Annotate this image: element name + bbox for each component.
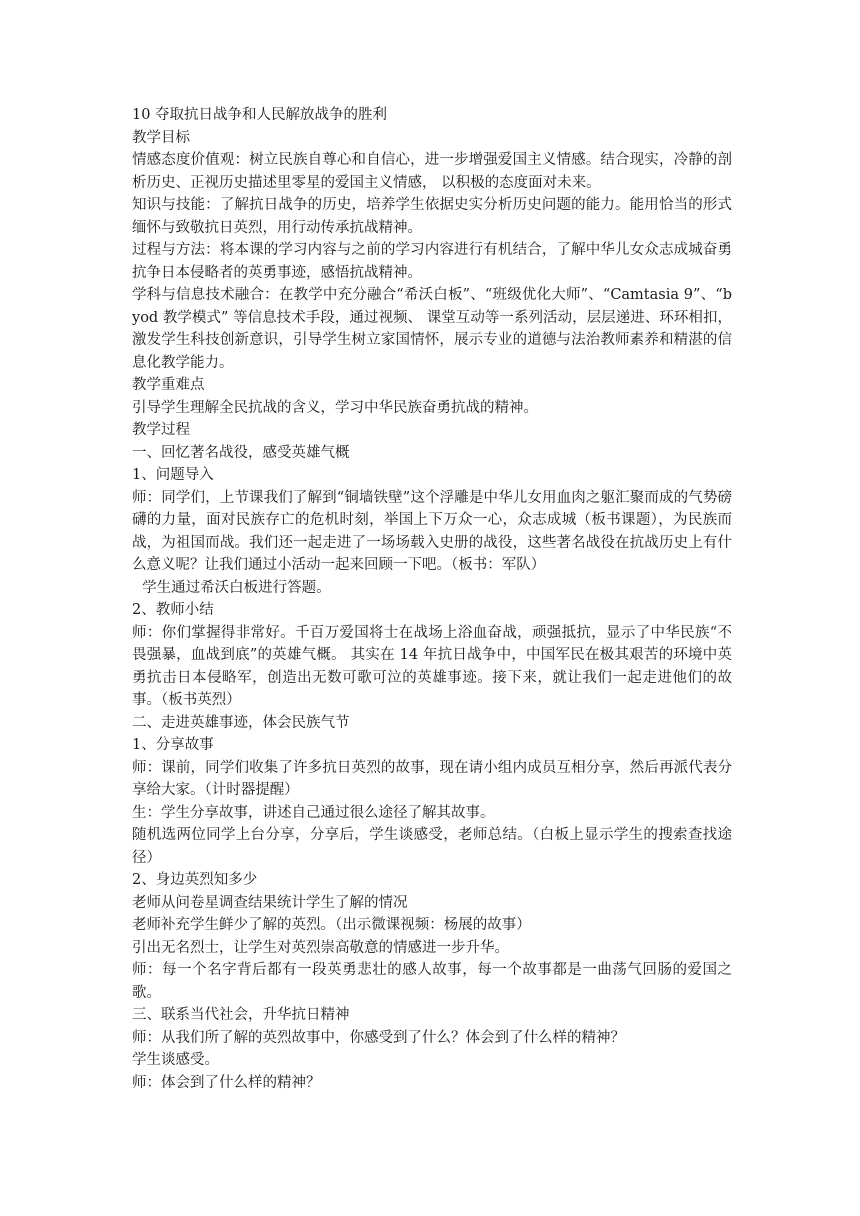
teacher-followup-text: 师：体会到了什么样的精神？ xyxy=(132,1074,321,1091)
step-question-intro: 1、问题导入 xyxy=(132,467,214,483)
random-share-text: 随机选两位同学上台分享，分享后，学生谈感受，老师总结。（白板上显示学生的搜索查找途径） xyxy=(132,827,732,866)
student-feelings-text: 学生谈感受。 xyxy=(132,1052,219,1068)
lesson-title: 10 夺取抗日战争和人民解放战争的胜利 xyxy=(132,107,388,123)
student-share-text: 生：学生分享故事，讲述自己通过很么途径了解其故事。 xyxy=(132,804,495,821)
survey-text: 老师从问卷星调查结果统计学生了解的情况 xyxy=(132,894,408,911)
teacher-question-text: 师：从我们所了解的英烈故事中，你感受到了什么？体会到了什么样的精神？ xyxy=(132,1029,625,1046)
teacher-intro-text: 师：同学们，上节课我们了解到“铜墙铁壁”这个浮雕是中华儿女用血肉之躯汇聚而成的气势磅礴的力量，面对民族存亡的危机时刻，举国上下万众一心，众志成城（板书课题），为民族而战，为祖国而战。我们还一起走进了一场场载入史册的战役，这些著名战役在抗战历史上有什么意义呢？让我们通过小活动一起来回顾一下吧。（板书：军队） xyxy=(132,489,732,573)
key-points-text: 引导学生理解全民抗战的含义，学习中华民族奋勇抗战的精神。 xyxy=(132,399,538,416)
part-three-heading: 三、联系当代社会，升华抗日精神 xyxy=(132,1007,350,1023)
part-two-heading: 二、走进英雄事迹，体会民族气节 xyxy=(132,714,350,731)
step-share-stories: 1、分享故事 xyxy=(132,737,214,753)
step-teacher-summary: 2、教师小结 xyxy=(132,602,214,618)
section-heading-objectives: 教学目标 xyxy=(132,129,190,146)
teacher-story-text: 师：每一个名字背后都有一段英勇悲壮的感人故事，每一个故事都是一曲荡气回肠的爱国之歌。 xyxy=(132,962,732,1001)
unknown-martyrs-text: 引出无名烈士，让学生对英烈崇高敬意的情感进一步升华。 xyxy=(132,939,509,956)
section-heading-process: 教学过程 xyxy=(132,422,190,438)
step-local-heroes: 2、身边英烈知多少 xyxy=(132,872,258,888)
part-one-heading: 一、回忆著名战役，感受英雄气概 xyxy=(132,444,350,461)
student-activity-text: 学生通过希沃白板进行答题。 xyxy=(142,579,331,596)
objective-knowledge-skills: 知识与技能：了解抗日战争的历史，培养学生依据史实分析历史问题的能力。能用恰当的形式缅怀与致敬抗日英烈，用行动传承抗战精神。 xyxy=(132,197,732,236)
teacher-summary-text: 师：你们掌握得非常好。千百万爱国将士在战场上浴血奋战，顽强抵抗，显示了中华民族“不畏强暴，血战到底”的英雄气概。 其实在 14 年抗日战争中，中国军民在极其艰苦的环境中英勇抗击日本侵略军，创造出无数可歌可泣的英雄事迹。接下来，就让我们一起走进他们的故事。（板书英烈） xyxy=(132,624,732,708)
objective-emotion-values: 情感态度价值观：树立民族自尊心和自信心，进一步增强爱国主义情感。结合现实，冷静的剖析历史、正视历史描述里零星的爱国主义情感， 以积极的态度面对未来。 xyxy=(132,152,732,191)
teacher-supplement-text: 老师补充学生鲜少了解的英烈。（出示微课视频：杨展的故事） xyxy=(132,917,531,933)
section-heading-key-points: 教学重难点 xyxy=(132,377,205,393)
objective-process-methods: 过程与方法：将本课的学习内容与之前的学习内容进行有机结合，了解中华儿女众志成城奋勇抗争日本侵略者的英勇事迹，感悟抗战精神。 xyxy=(132,242,732,281)
objective-it-integration: 学科与信息技术融合：在教学中充分融合“希沃白板”、“班级优化大师”、“Camtasia 9”、“byod 教学模式” 等信息技术手段，通过视频、 课堂互动等一系列活动，层层递进、环环相扣，激发学生科技创新意识，引导学生树立家国情怀，展示专业的道德与法治教师素养和精湛的信息化教学能力。 xyxy=(132,287,732,371)
teacher-share-text: 师：课前，同学们收集了许多抗日英烈的故事，现在请小组内成员互相分享，然后再派代表分享给大家。（计时器提醒） xyxy=(132,759,732,798)
document-body xyxy=(132,104,732,1094)
